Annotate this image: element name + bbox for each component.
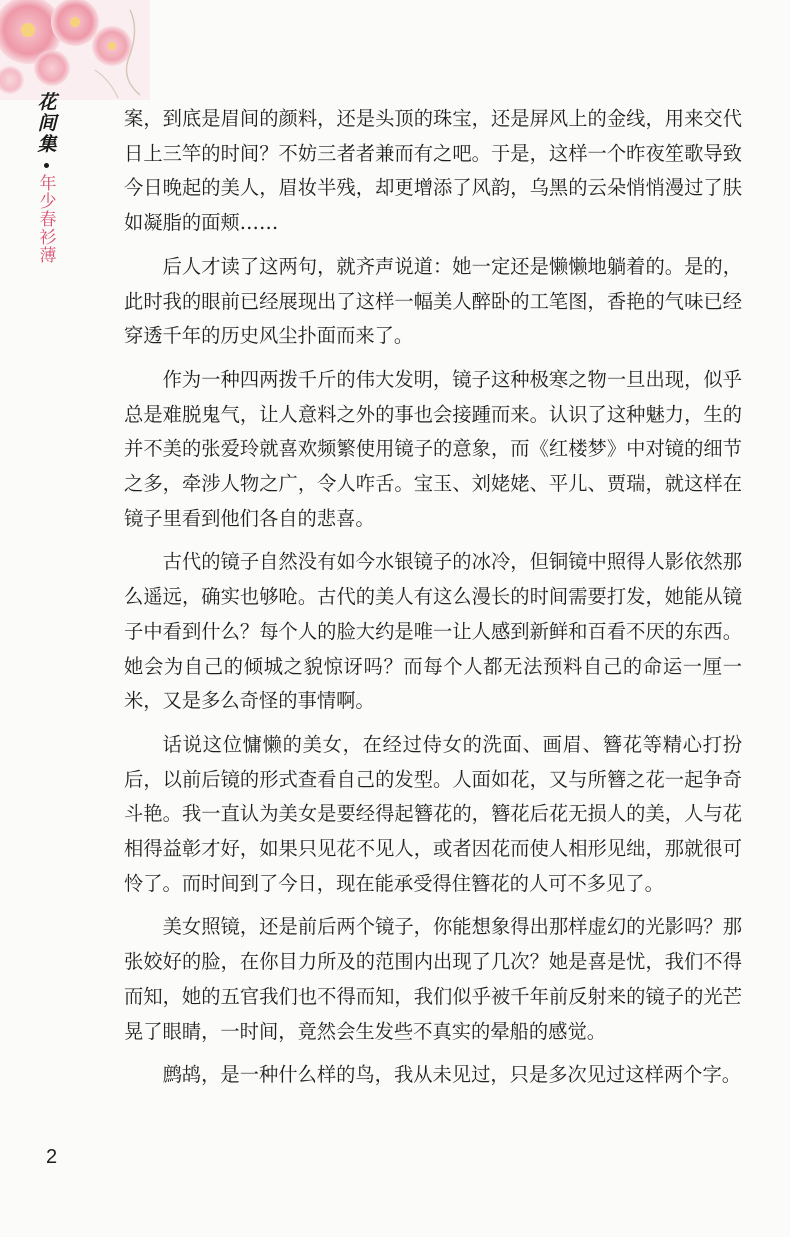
paragraph-1: 案，到底是眉间的颜料，还是头顶的珠宝，还是屏风上的金线，用来交代日上三竿的时间？不妨三者者兼而有之吧。于是，这样一个昨夜笙歌导致今日晚起的美人，眉妆半残，却更增添了风韵，乌黑的云朵悄悄漫过了肤如凝脂的面颊……	[124, 107, 742, 235]
book-title: 花间集	[34, 92, 57, 155]
corner-flower-decoration	[0, 0, 150, 100]
paragraph-4: 古代的镜子自然没有如今水银镜子的冰冷，但铜镜中照得人影依然那么遥远，确实也够呛。古代的美人有这么漫长的时间需要打发，她能从镜子中看到什么？每个人的脸大约是唯一让人感到新鲜和百看不厌的东西。她会为自己的倾城之貌惊讶吗？而每个人都无法预料自己的命运一厘一米，又是多么奇怪的事情啊。	[124, 550, 742, 713]
body-text	[124, 102, 742, 1102]
paragraph-3: 作为一种四两拨千斤的伟大发明，镜子这种极寒之物一旦出现，似乎总是难脱鬼气，让人意料之外的事也会接踵而来。认识了这种魅力，生的并不美的张爱玲就喜欢频繁使用镜子的意象，而《红楼梦》中对镜的细节之多，牵涉人物之广，令人咋舌。宝玉、刘姥姥、平儿、贾瑞，就这样在镜子里看到他们各自的悲喜。	[124, 367, 742, 530]
paragraph-2: 后人才读了这两句，就齐声说道：她一定还是懒懒地躺着的。是的，此时我的眼前已经展现出了这样一幅美人醉卧的工笔图，香艳的气味已经穿透千年的历史风尘扑面而来了。	[124, 254, 742, 348]
running-title	[26, 92, 66, 264]
paragraph-7: 鹧鸪，是一种什么样的鸟，我从未见过，只是多次见过这样两个字。	[162, 1063, 742, 1087]
page-number: 2	[46, 1146, 58, 1168]
title-separator-dot	[44, 163, 49, 168]
paragraph-6: 美女照镜，还是前后两个镜子，你能想象得出那样虚幻的光影吗？那张姣好的脸，在你目力所及的范围内出现了几次？她是喜是忧，我们不得而知，她的五官我们也不得而知，我们似乎被千年前反射来的镜子的光芒晃了眼睛，一时间，竟然会生发些不真实的晕船的感觉。	[124, 915, 742, 1043]
flower-illustration-icon	[0, 0, 150, 100]
section-title: 年少春衫薄	[35, 174, 56, 264]
paragraph-5: 话说这位慵懒的美女，在经过侍女的洗面、画眉、簪花等精心打扮后，以前后镜的形式查看自己的发型。人面如花，又与所簪之花一起争奇斗艳。我一直认为美女是要经得起簪花的，簪花后花无损人的美，人与花相得益彰才好，如果只见花不见人，或者因花而使人相形见绌，那就很可怜了。而时间到了今日，现在能承受得住簪花的人可不多见了。	[124, 732, 742, 895]
